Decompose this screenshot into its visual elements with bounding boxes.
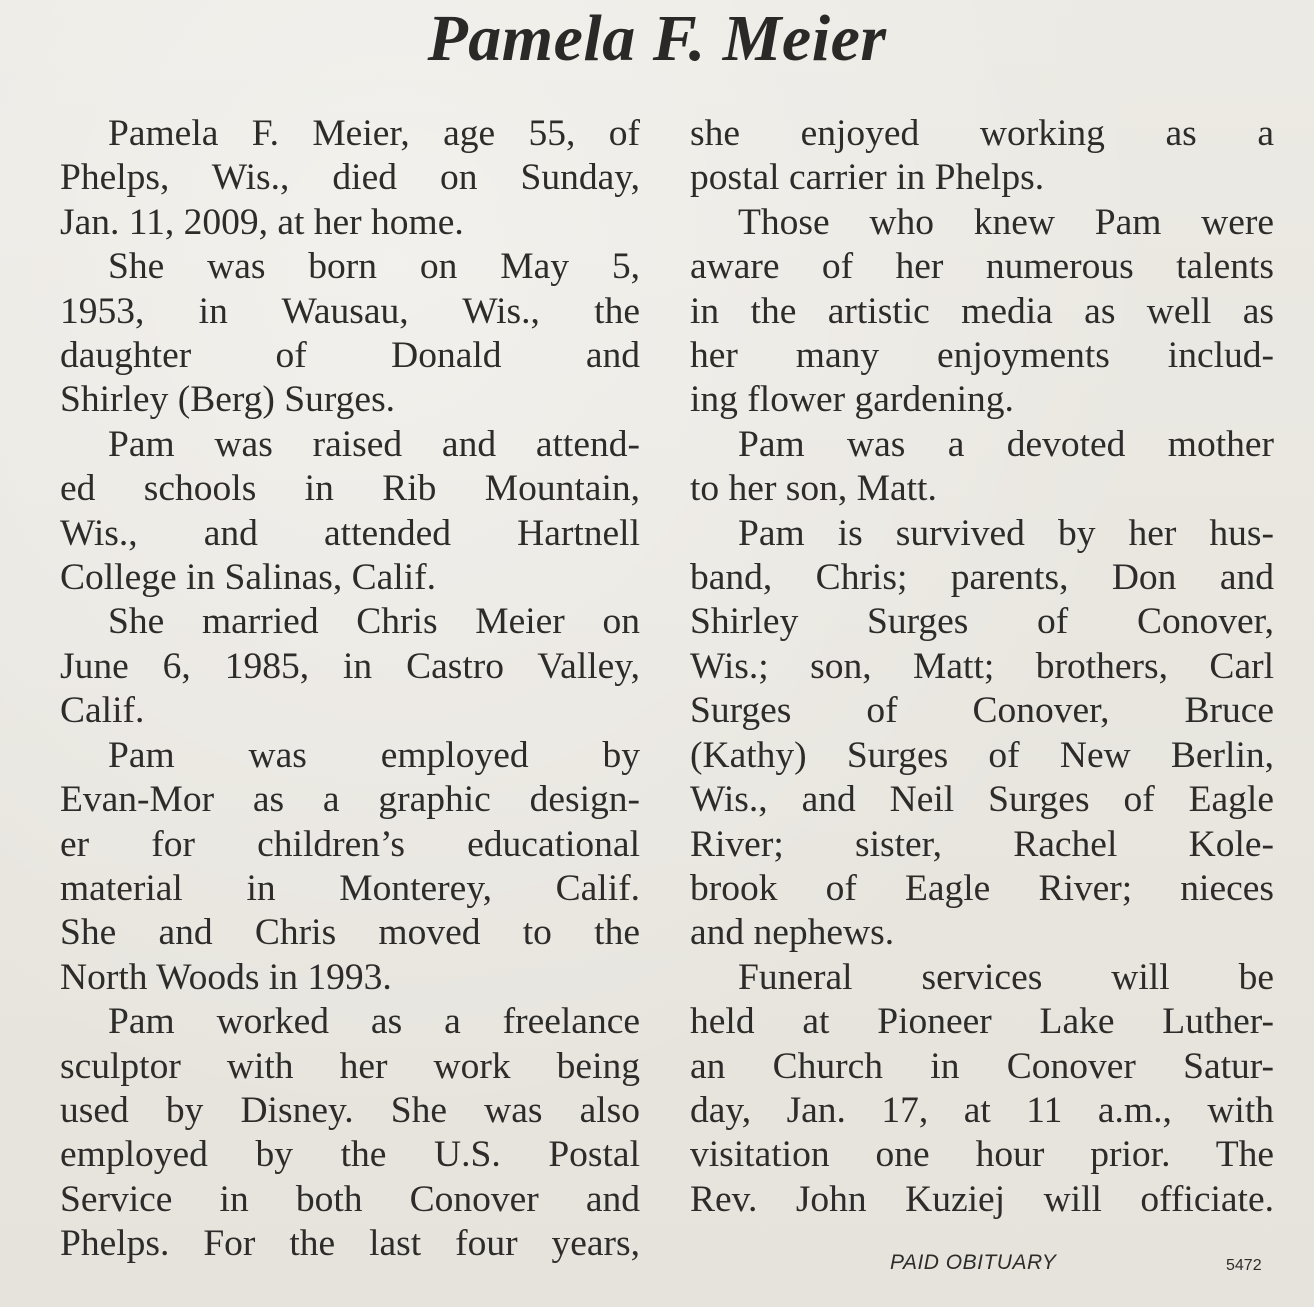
left-text-column xyxy=(60,112,640,1267)
right-column-text-line: Wis., and Neil Surges of Eagle xyxy=(690,779,1274,821)
left-column-text-line: Service in both Conover and xyxy=(60,1178,640,1220)
ad-code: 5472 xyxy=(1226,1257,1262,1274)
left-column-text-line: employed by the U.S. Postal xyxy=(60,1134,640,1176)
left-column-text-line: Pam was raised and attend- xyxy=(108,423,640,465)
left-column-text-line: She married Chris Meier on xyxy=(108,601,640,643)
right-column-text-line: aware of her numerous talents xyxy=(690,246,1274,288)
left-column-text-line: daughter of Donald and xyxy=(60,335,640,377)
right-column-text-line: in the artistic media as well as xyxy=(690,290,1274,332)
left-column-text-line: ed schools in Rib Mountain, xyxy=(60,468,640,510)
left-column-text-line: material in Monterey, Calif. xyxy=(60,867,640,909)
left-column-text-line: College in Salinas, Calif. xyxy=(60,557,436,599)
right-column-text-line: day, Jan. 17, at 11 a.m., with xyxy=(690,1089,1274,1131)
right-column-text-line: held at Pioneer Lake Luther- xyxy=(690,1001,1274,1043)
right-column-text-line: Funeral services will be xyxy=(738,956,1274,998)
left-column-text-line: She and Chris moved to the xyxy=(60,912,640,954)
left-column-text-line: Pamela F. Meier, age 55, of xyxy=(108,113,640,154)
left-column-text-line: Calif. xyxy=(60,690,145,732)
left-column-text-line: June 6, 1985, in Castro Valley, xyxy=(60,645,640,687)
left-column-text-line: Phelps, Wis., died on Sunday, xyxy=(60,157,640,199)
right-column-text-line: to her son, Matt. xyxy=(690,468,937,510)
paid-obituary-label: PAID OBITUARY xyxy=(890,1251,1057,1274)
right-column-text-line: Shirley Surges of Conover, xyxy=(690,601,1274,643)
right-column-text-line: Wis.; son, Matt; brothers, Carl xyxy=(690,645,1274,687)
left-column-text-line: Shirley (Berg) Surges. xyxy=(60,379,396,421)
obituary-headline: Pamela F. Meier xyxy=(427,2,887,75)
left-column-text-line: 1953, in Wausau, Wis., the xyxy=(60,290,640,332)
right-column-text-line: and nephews. xyxy=(690,912,895,954)
right-column-text-line: Surges of Conover, Bruce xyxy=(690,690,1274,732)
right-column-text-line: ing flower gardening. xyxy=(690,379,1014,421)
right-column-text-line: Pam is survived by her hus- xyxy=(738,512,1274,554)
right-column-text-line: (Kathy) Surges of New Berlin, xyxy=(690,734,1274,776)
left-column-text-line: er for children’s educational xyxy=(60,823,640,865)
right-column-text-line: her many enjoyments includ- xyxy=(690,335,1274,377)
right-column-text-line: band, Chris; parents, Don and xyxy=(690,557,1274,599)
right-column-text-line: River; sister, Rachel Kole- xyxy=(690,823,1274,865)
left-column-text-line: sculptor with her work being xyxy=(60,1045,640,1087)
left-column-text-line: Wis., and attended Hartnell xyxy=(60,512,640,554)
right-column-text-line: an Church in Conover Satur- xyxy=(690,1045,1274,1087)
left-column-text-line: Phelps. For the last four years, xyxy=(60,1223,640,1265)
right-column-text-line: Pam was a devoted mother xyxy=(738,423,1274,465)
left-column-text-line: used by Disney. She was also xyxy=(60,1089,640,1131)
left-column-text-line: Pam was employed by xyxy=(108,734,640,776)
right-text-column xyxy=(690,112,1274,1222)
left-column-text-line: Pam worked as a freelance xyxy=(108,1001,640,1043)
right-column-text-line: brook of Eagle River; nieces xyxy=(690,867,1274,909)
right-column-text-line: Those who knew Pam were xyxy=(738,201,1274,243)
right-column-text-line: visitation one hour prior. The xyxy=(690,1134,1274,1176)
right-column-text-line: postal carrier in Phelps. xyxy=(690,157,1045,199)
right-column-text-line: Rev. John Kuziej will officiate. xyxy=(690,1178,1274,1220)
left-column-text-line: She was born on May 5, xyxy=(108,246,640,288)
right-column-text-line: she enjoyed working as a xyxy=(690,113,1274,154)
left-column-text-line: Jan. 11, 2009, at her home. xyxy=(60,201,464,243)
left-column-text-line: North Woods in 1993. xyxy=(60,956,392,998)
left-column-text-line: Evan-Mor as a graphic design- xyxy=(60,779,640,821)
